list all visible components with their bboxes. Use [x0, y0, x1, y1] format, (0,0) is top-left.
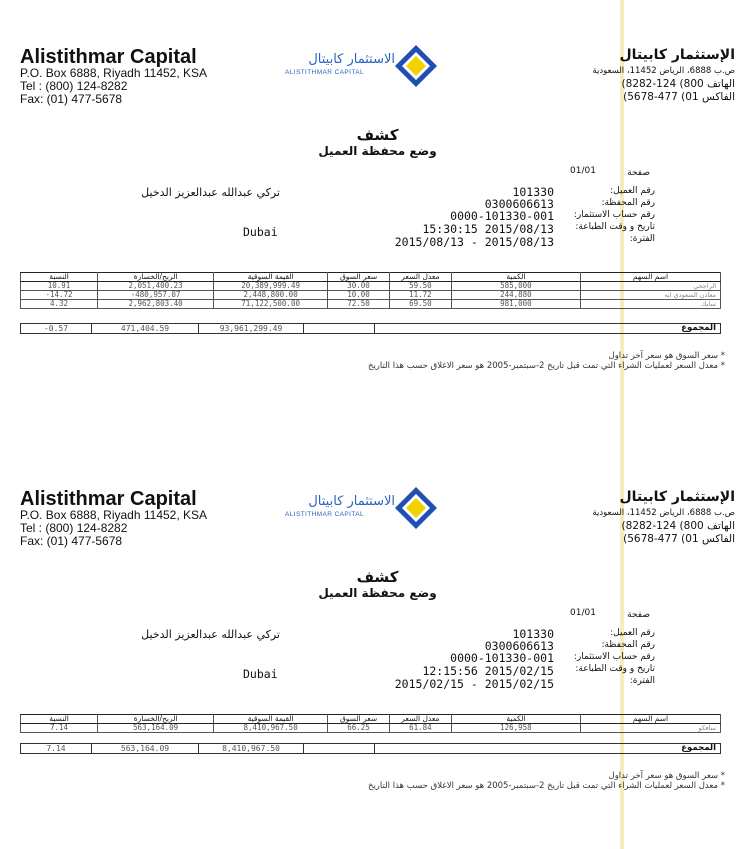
client-name: تركي عبدالله عبدالعزيز الدخيل — [141, 628, 280, 641]
total-profit-loss: 563,164.09 — [92, 744, 199, 754]
statement-subtitle: وضع محفظة العميل — [318, 586, 437, 600]
totals-row — [21, 324, 721, 334]
col-header-quantity: الكمية — [451, 273, 580, 282]
cell-market-value: 2,448,800.00 — [214, 291, 328, 300]
col-header-stock-name: اسم السهم — [580, 273, 720, 282]
label-print-datetime: تاريخ و وقت الطباعة: — [575, 222, 655, 232]
company-tel-ar: الهاتف 800) 124-8282) — [621, 520, 735, 532]
cell-avg-price: 61.84 — [389, 724, 451, 733]
company-address-en: P.O. Box 6888, Riyadh 11452, KSA — [20, 66, 208, 80]
statement-subtitle: وضع محفظة العميل — [318, 144, 437, 158]
logo-text-ar: الاستثمار كابيتال — [308, 52, 395, 67]
company-address-ar: ص.ب 6888، الرياض 11452، السعودية — [592, 66, 735, 76]
company-name-ar: الإستثمار كابيتال — [619, 47, 735, 63]
cell-market-price: 30.00 — [328, 282, 390, 291]
footnotes — [205, 351, 725, 371]
label-print-datetime: تاريخ و وقت الطباعة: — [575, 664, 655, 674]
holdings-table — [20, 272, 721, 309]
table-row — [21, 282, 721, 291]
label-client-no: رقم العميل: — [610, 628, 655, 638]
logo-diamond-icon — [394, 486, 438, 530]
table-header-row — [21, 715, 721, 724]
table-row — [21, 291, 721, 300]
company-fax-ar: الفاكس 01) 477-5678) — [623, 533, 735, 545]
statement-title: كشف — [356, 568, 399, 586]
label-period: الفترة: — [629, 676, 655, 686]
footnote-market-price: * سعر السوق هو سعر آخر تداول — [608, 771, 725, 781]
logo-text-en: ALISTITHMAR CAPITAL — [285, 511, 364, 518]
col-header-pct: النسبة — [21, 273, 98, 282]
cell-market-price: 66.25 — [328, 724, 390, 733]
col-header-pct: النسبة — [21, 715, 98, 724]
col-header-avg-price: معدل السعر — [389, 273, 451, 282]
label-investment-account: رقم حساب الاستثمار: — [573, 210, 655, 220]
cell-profit-loss: -480,957.07 — [98, 291, 214, 300]
total-pct: -0.57 — [21, 324, 92, 334]
totals-table — [20, 323, 721, 334]
company-tel-en: Tel : (800) 124-8282 — [20, 79, 128, 93]
footnote-avg-price: * معدل السعر لعمليات الشراء التي تمت قبل تاريخ 2-سبتمبر-2005 هو سعر الاغلاق حسب هذا التاريخ — [367, 781, 725, 791]
total-profit-loss: 471,404.59 — [92, 324, 199, 334]
cell-profit-loss: 563,164.09 — [98, 724, 214, 733]
total-label: المجموع — [375, 744, 721, 754]
value-client-no: 101330 — [512, 185, 554, 199]
company-name-en: Alistithmar Capital — [20, 46, 197, 68]
footnote-avg-price: * معدل السعر لعمليات الشراء التي تمت قبل تاريخ 2-سبتمبر-2005 هو سعر الاغلاق حسب هذا التاريخ — [367, 361, 725, 371]
cell-stock-name: معادن السعودي ايه — [580, 291, 720, 300]
label-portfolio-no: رقم المحفظة: — [601, 640, 655, 650]
location: Dubai — [243, 667, 278, 681]
table-header-row — [21, 273, 721, 282]
cell-avg-price: 69.50 — [389, 300, 451, 309]
total-pct: 7.14 — [21, 744, 92, 754]
value-period: 2015/08/13 - 2015/08/13 — [394, 235, 554, 249]
col-header-profit-loss: الربح/الخسارة — [98, 715, 214, 724]
value-portfolio-no: 0300606613 — [484, 197, 554, 211]
location: Dubai — [243, 225, 278, 239]
table-row — [21, 300, 721, 309]
cell-market-price: 72.50 — [328, 300, 390, 309]
cell-stock-name: الراجحي — [580, 282, 720, 291]
company-tel-en: Tel : (800) 124-8282 — [20, 521, 128, 535]
total-label: المجموع — [375, 324, 721, 334]
company-name-en: Alistithmar Capital — [20, 488, 197, 510]
cell-quantity: 126,958 — [451, 724, 580, 733]
col-header-stock-name: اسم السهم — [580, 715, 720, 724]
col-header-market-price: سعر السوق — [328, 715, 390, 724]
cell-avg-price: 59.50 — [389, 282, 451, 291]
company-tel-ar: الهاتف 800) 124-8282) — [621, 78, 735, 90]
company-fax-en: Fax: (01) 477-5678 — [20, 92, 123, 106]
logo-diamond-icon — [394, 44, 438, 88]
logo-text-ar: الاستثمار كابيتال — [308, 494, 395, 509]
cell-pct: 7.14 — [21, 724, 98, 733]
page-number: 01/01 — [570, 608, 596, 618]
cell-quantity: 244,880 — [451, 291, 580, 300]
value-investment-account: 0000-101330-001 — [450, 651, 554, 665]
col-header-market-value: القيمة السوقية — [214, 715, 328, 724]
value-portfolio-no: 0300606613 — [484, 639, 554, 653]
cell-quantity: 585,000 — [451, 282, 580, 291]
totals-row — [21, 744, 721, 754]
cell-quantity: 981,000 — [451, 300, 580, 309]
label-client-no: رقم العميل: — [610, 186, 655, 196]
col-header-market-price: سعر السوق — [328, 273, 390, 282]
value-client-no: 101330 — [512, 627, 554, 641]
statement-title: كشف — [356, 126, 399, 144]
value-investment-account: 0000-101330-001 — [450, 209, 554, 223]
cell-pct: 4.32 — [21, 300, 98, 309]
footnotes — [205, 771, 725, 791]
cell-pct: -14.72 — [21, 291, 98, 300]
cell-market-value: 20,389,999.49 — [214, 282, 328, 291]
company-fax-ar: الفاكس 01) 477-5678) — [623, 91, 735, 103]
page-number: 01/01 — [570, 166, 596, 176]
company-address-en: P.O. Box 6888, Riyadh 11452, KSA — [20, 508, 208, 522]
col-header-market-value: القيمة السوقية — [214, 273, 328, 282]
logo-text-en: ALISTITHMAR CAPITAL — [285, 69, 364, 76]
cell-market-value: 71,122,500.00 — [214, 300, 328, 309]
logo-text — [285, 52, 395, 76]
holdings-table — [20, 714, 721, 733]
footnote-market-price: * سعر السوق هو سعر آخر تداول — [608, 351, 725, 361]
total-market-value: 8,410,967.50 — [199, 744, 304, 754]
cell-stock-name: سافكو — [580, 724, 720, 733]
col-header-avg-price: معدل السعر — [389, 715, 451, 724]
cell-pct: 10.91 — [21, 282, 98, 291]
company-address-ar: ص.ب 6888، الرياض 11452، السعودية — [592, 508, 735, 518]
client-name: تركي عبدالله عبدالعزيز الدخيل — [141, 186, 280, 199]
cell-avg-price: 11.72 — [389, 291, 451, 300]
company-fax-en: Fax: (01) 477-5678 — [20, 534, 123, 548]
col-header-quantity: الكمية — [451, 715, 580, 724]
value-print-datetime: 15:30:15 2015/08/13 — [422, 222, 554, 236]
totals-table — [20, 743, 721, 754]
table-row — [21, 724, 721, 733]
label-period: الفترة: — [629, 234, 655, 244]
total-market-value: 93,961,299.49 — [199, 324, 304, 334]
cell-profit-loss: 2,962,803.40 — [98, 300, 214, 309]
value-period: 2015/02/15 - 2015/02/15 — [394, 677, 554, 691]
logo-text — [285, 494, 395, 518]
cell-stock-name: سابك — [580, 300, 720, 309]
cell-market-price: 10.00 — [328, 291, 390, 300]
value-print-datetime: 12:15:56 2015/02/15 — [422, 664, 554, 678]
company-name-ar: الإستثمار كابيتال — [619, 489, 735, 505]
label-portfolio-no: رقم المحفظة: — [601, 198, 655, 208]
cell-profit-loss: 2,051,400.23 — [98, 282, 214, 291]
col-header-profit-loss: الربح/الخسارة — [98, 273, 214, 282]
page-label: صفحة — [627, 168, 650, 178]
label-investment-account: رقم حساب الاستثمار: — [573, 652, 655, 662]
cell-market-value: 8,410,967.50 — [214, 724, 328, 733]
page-label: صفحة — [627, 610, 650, 620]
